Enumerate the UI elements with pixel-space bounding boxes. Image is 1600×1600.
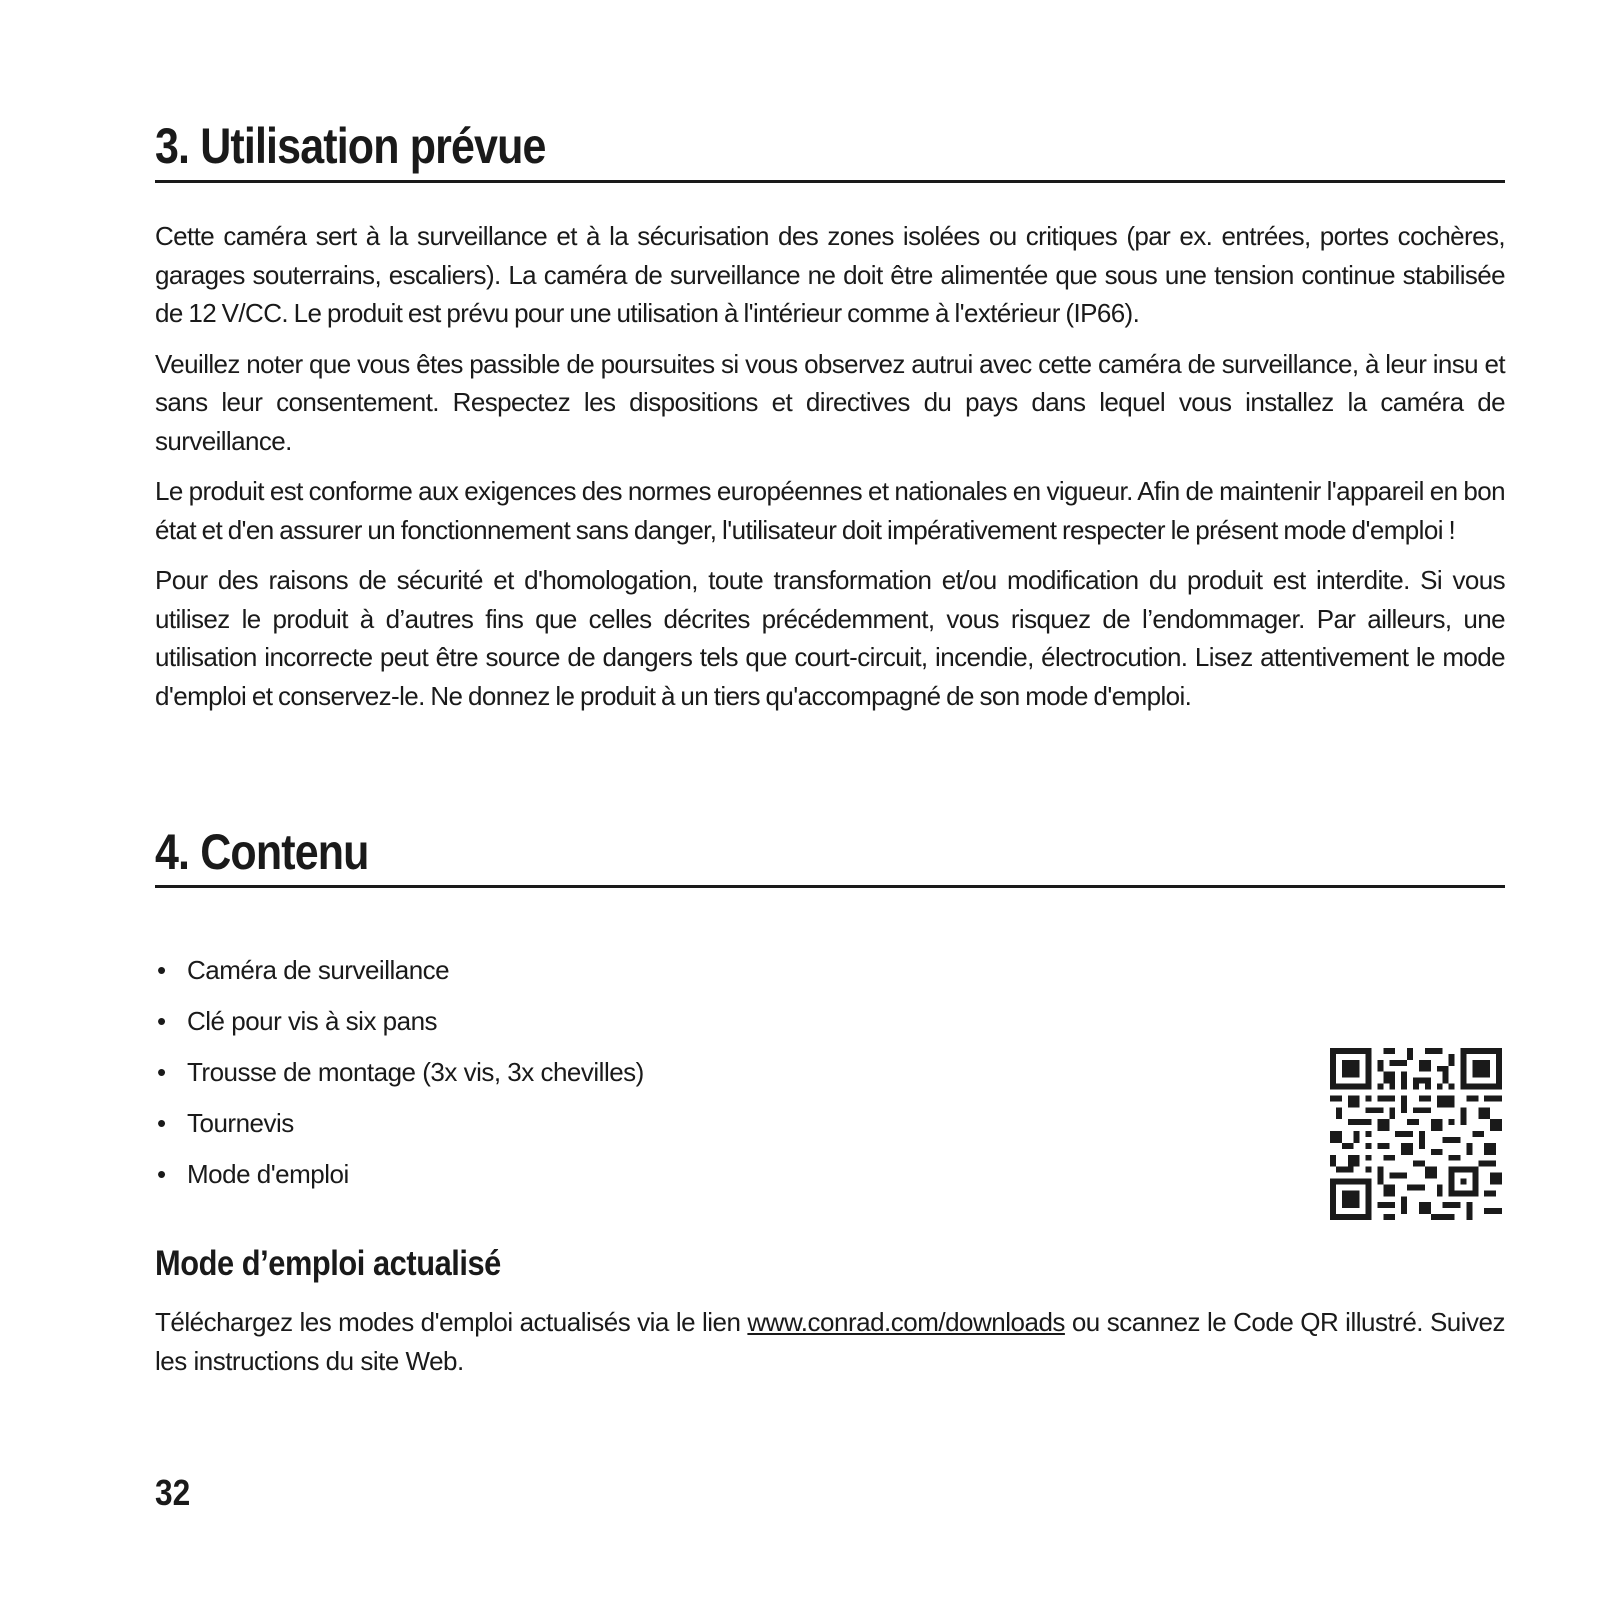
section-4-title: 4. Contenu — [155, 824, 369, 880]
paragraph-conformity: Le produit est conforme aux exigences des normes européennes et nationales en vigueur. Afin de maintenir l'appareil en bon état et d'en assurer un fonctionnement sans danger, l'utilisateur doit impérativement respecter le présent mode d'emploi ! — [155, 476, 1505, 545]
section-3-body — [155, 217, 1505, 727]
list-item-label: Clé pour vis à six pans — [187, 1006, 438, 1036]
list-item — [155, 945, 644, 996]
manual-page — [155, 0, 1505, 1600]
list-item — [155, 1149, 644, 1200]
bullet-icon: • — [157, 1108, 166, 1138]
paragraph-safety: Pour des raisons de sécurité et d'homologation, toute transformation et/ou modification du produit est interdite. Si vous utilisez le produit à d’autres fins que celles décrites précédemment, vous risquez de l’endommager. Par ailleurs, une utilisation incorrecte peut être source de dangers tels que court-circuit, incendie, électrocution. Lisez attentivement le mode d'emploi et conservez-le. Ne donnez le produit à un tiers qu'accompagné de son mode d'emploi. — [155, 565, 1505, 711]
bullet-icon: • — [157, 1057, 166, 1087]
download-text-end: ou scannez le Code QR illustré. Suivez les instructions du site Web. — [155, 1307, 1505, 1376]
list-item-label: Trousse de montage (3x vis, 3x chevilles) — [187, 1057, 644, 1087]
list-item-label: Tournevis — [187, 1108, 294, 1138]
paragraph-privacy-notice: Veuillez noter que vous êtes passible de poursuites si vous observez autrui avec cette caméra de surveillance, à leur insu et sans leur consentement. Respectez les dispositions et directives du pays dans lequel vous installez la caméra de surveillance. — [155, 348, 1505, 456]
section-3-title: 3. Utilisation prévue — [155, 118, 546, 174]
list-item-label: Mode d'emploi — [187, 1159, 349, 1189]
page-number: 32 — [155, 1472, 191, 1513]
section-3-rule — [155, 180, 1505, 183]
section-4-rule — [155, 885, 1505, 888]
bullet-icon: • — [157, 1006, 166, 1036]
list-item-label: Caméra de surveillance — [187, 955, 450, 985]
updated-manual-text — [155, 1303, 1505, 1380]
downloads-link[interactable]: www.conrad.com/downloads — [747, 1307, 1065, 1337]
bullet-icon: • — [157, 955, 166, 985]
download-text-start: Téléchargez les modes d'emploi actualisés via le lien — [155, 1307, 748, 1337]
paragraph-intended-use: Cette caméra sert à la surveillance et à la sécurisation des zones isolées ou critiques (par ex. entrées, portes cochères, garages souterrains, escaliers). La caméra de surveillance ne doit être alimentée que sous une tension continue stabilisée de 12 V/CC. Le produit est prévu pour une utilisation à l'intérieur comme à l'extérieur (IP66). — [155, 221, 1505, 328]
updated-manual-title: Mode d’emploi actualisé — [155, 1244, 501, 1283]
contents-list — [155, 945, 644, 1200]
list-item — [155, 1047, 644, 1098]
list-item — [155, 1098, 644, 1149]
list-item — [155, 996, 644, 1047]
bullet-icon: • — [157, 1159, 166, 1189]
qr-code-icon — [1330, 1045, 1502, 1223]
